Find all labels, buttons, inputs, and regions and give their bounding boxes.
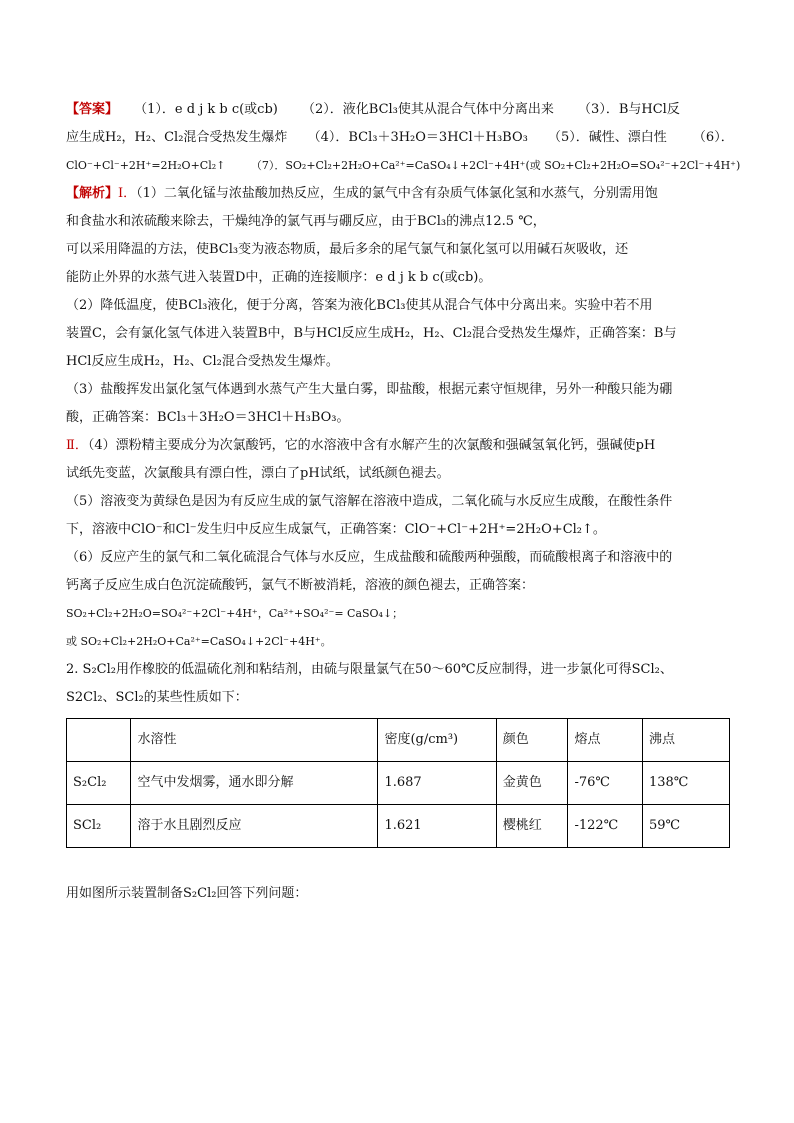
- footer-line: 用如图所示装置制备S₂Cl₂回答下列问题：: [66, 886, 308, 901]
- answer-tag: 【答案】: [66, 102, 119, 117]
- table-row: [67, 762, 730, 805]
- table-cell: 138℃: [642, 762, 729, 805]
- analysis-line-4: 能防止外界的水蒸气进入装置D中，正确的连接顺序：e d j k b c(或cb)。: [66, 270, 492, 285]
- analysis-line-8: （3）盐酸挥发出氯化氢气体遇到水蒸气产生大量白雾，即盐酸，根据元素守恒规律，另外一种酸只能为硼: [66, 382, 673, 397]
- table-cell: 空气中发烟雾，通水即分解: [131, 762, 378, 805]
- table-cell: 溶于水且剧烈反应: [131, 805, 378, 848]
- analysis-line-11: 试纸先变蓝，次氯酸具有漂白性，漂白了pH试纸，试纸颜色褪去。: [66, 466, 450, 481]
- analysis-line-1: 【解析】Ⅰ．（1）二氧化锰与浓盐酸加热反应，生成的氯气中含有杂质气体氯化氢和水蒸气，分别需用饱: [66, 186, 658, 201]
- analysis-line-7: HCl反应生成H₂，H₂、Cl₂混合受热发生爆炸。: [66, 354, 339, 369]
- analysis-line-12: （5）溶液变为黄绿色是因为有反应生成的氯气溶解在溶液中造成，二氧化硫与水反应生成酸，在酸性条件: [66, 494, 673, 509]
- analysis-line-13: 下，溶液中ClO⁻和Cl⁻发生归中反应生成氯气，正确答案：ClO⁻+Cl⁻+2H⁺=2H₂O+Cl₂↑。: [66, 522, 606, 537]
- table-cell: -76℃: [568, 762, 642, 805]
- table-cell: 59℃: [642, 805, 729, 848]
- analysis-line-9: 酸，正确答案：BCl₃＋3H₂O＝3HCl＋H₃BO₃。: [66, 410, 350, 425]
- analysis-line-6: 装置C，会有氯化氢气体进入装置B中，B与HCl反应生成H₂，H₂、Cl₂混合受热发生爆炸，正确答案：B与: [66, 326, 677, 341]
- analysis-line-3: 可以采用降温的方法，使BCl₃变为液态物质，最后多余的尾气氯气和氯化氢可以用碱石灰吸收，还: [66, 242, 629, 257]
- roman-two: Ⅱ．: [66, 438, 88, 453]
- table-cell: S₂Cl₂: [67, 762, 131, 805]
- table-header-row: [67, 719, 730, 762]
- table-header-cell: 熔点: [568, 719, 642, 762]
- properties-table: [66, 718, 730, 848]
- table-header-cell: 沸点: [642, 719, 729, 762]
- table-header-cell: 颜色: [496, 719, 568, 762]
- analysis-line-2: 和食盐水和浓硫酸来除去，干燥纯净的氯气再与硼反应，由于BCl₃的沸点12.5 ℃，: [66, 214, 546, 229]
- analysis-line-15: 钙离子反应生成白色沉淀硫酸钙，氯气不断被消耗，溶液的颜色褪去，正确答案：: [66, 578, 535, 593]
- table-cell: 金黄色: [496, 762, 568, 805]
- table-header-cell: [67, 719, 131, 762]
- table-cell: 1.621: [378, 805, 496, 848]
- analysis-line-16: SO₂+Cl₂+2H₂O=SO₄²⁻+2Cl⁻+4H⁺，Ca²⁺+SO₄²⁻= CaSO₄↓；: [66, 607, 404, 620]
- analysis-line-14: （6）反应产生的氯气和二氧化硫混合气体与水反应，生成盐酸和硫酸两种强酸，而硫酸根离子和溶液中的: [66, 550, 673, 565]
- table-row: [67, 805, 730, 848]
- table-header-cell: 水溶性: [131, 719, 378, 762]
- analysis-tag: 【解析】: [66, 186, 119, 201]
- table-header-cell: 密度(g/cm³): [378, 719, 496, 762]
- analysis-line-17: 或 SO₂+Cl₂+2H₂O+Ca²⁺=CaSO₄↓+2Cl⁻+4H⁺。: [66, 635, 332, 648]
- table-cell: -122℃: [568, 805, 642, 848]
- document-page: [66, 96, 741, 908]
- answer-line-2: 应生成H₂，H₂、Cl₂混合受热发生爆炸 （4）．BCl₃＋3H₂O＝3HCl＋H₃BO₃ （5）．碱性、漂白性 （6）．: [66, 130, 734, 145]
- answer-line-1: 【答案】 （1）．e d j k b c(或cb) （2）．液化BCl₃使其从混合气体中分离出来 （3）．B与HCl反: [66, 102, 680, 117]
- roman-one: Ⅰ．: [118, 186, 137, 201]
- table-cell: 1.687: [378, 762, 496, 805]
- analysis-line-5: （2）降低温度，使BCl₃液化，便于分离，答案为液化BCl₃使其从混合气体中分离出来。实验中若不用: [66, 298, 653, 313]
- question2-line-2: S2Cl₂、SCl₂的某些性质如下：: [66, 690, 248, 705]
- question2-line-1: 2. S₂Cl₂用作橡胶的低温硫化剂和粘结剂，由硫与限量氯气在50～60℃反应制得，进一步氯化可得SCl₂、: [66, 662, 673, 677]
- table-cell: 樱桃红: [496, 805, 568, 848]
- answer-line-3: ClO⁻+Cl⁻+2H⁺=2H₂O+Cl₂↑ （7）．SO₂+Cl₂+2H₂O+Ca²⁺=CaSO₄↓+2Cl⁻+4H⁺(或 SO₂+Cl₂+2H₂O=SO₄²⁻+2Cl⁻+4H⁺): [66, 159, 741, 172]
- table-cell: SCl₂: [67, 805, 131, 848]
- analysis-line-10: Ⅱ．（4）漂粉精主要成分为次氯酸钙，它的水溶液中含有水解产生的次氯酸和强碱氢氧化钙，强碱使pH: [66, 438, 656, 453]
